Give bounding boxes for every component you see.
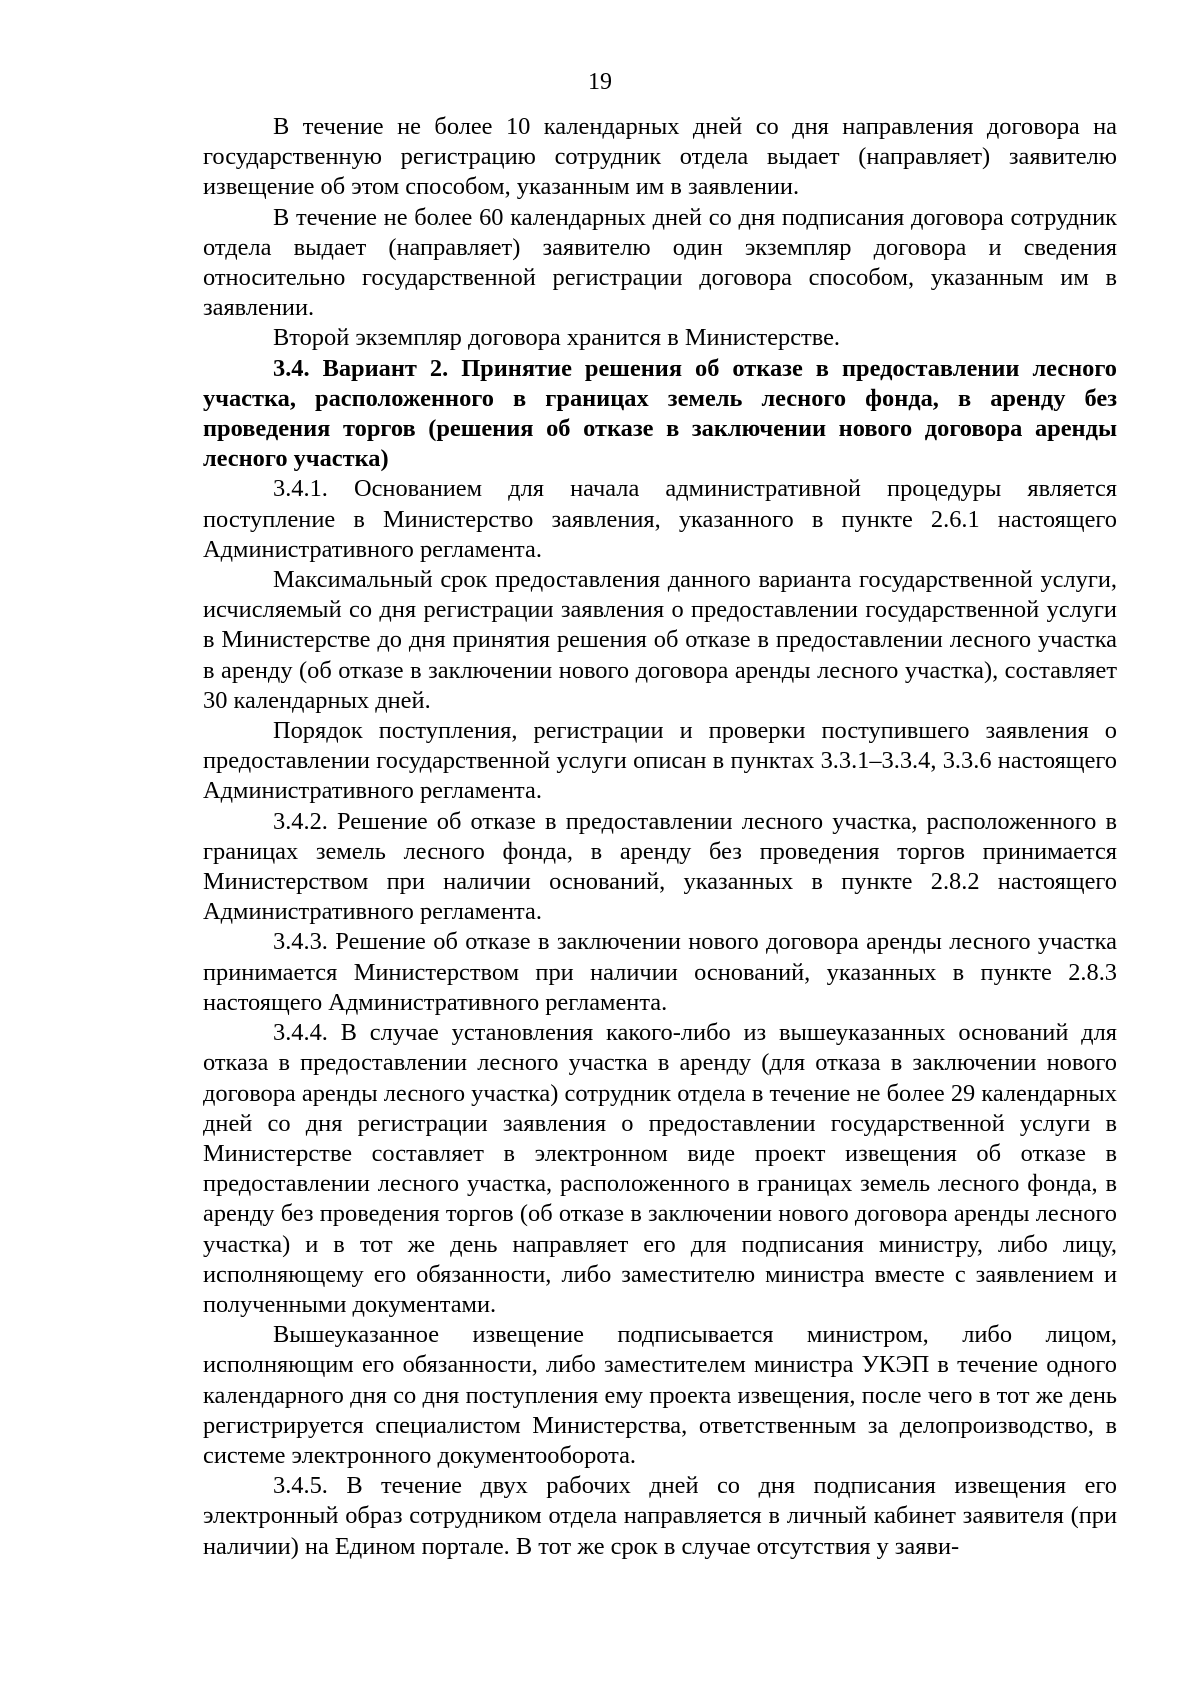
paragraph-notice-registration: В течение не более 10 календарных дней со дня направления договора на государственную регистрацию сотрудник отдела выдает (направляет) заявителю извещение об этом способом, указанным им в заявлении. [203,113,1117,201]
paragraph-notice-signing: Вышеуказанное извещение подписывается министром, либо лицом, исполняющим его обязанности, либо заместителем министра УКЭП в течение одного календарного дня со дня поступления ему проекта извещения, после чего в тот же день регистрируется специалистом Министерства, ответственным за делопроизводство, в системе электронного документооборота. [203,1321,1117,1469]
paragraph-3-4-1: 3.4.1. Основанием для начала административной процедуры является поступление в Министерство заявления, указанного в пункте 2.6.1 настоящего Административного регламента. [203,475,1117,563]
paragraph-3-4-2: 3.4.2. Решение об отказе в предоставлении лесного участка, расположенного в границах земель лесного фонда, в аренду без проведения торгов принимается Министерством при наличии оснований, указанных в пункте 2.8.2 настоящего Административного регламента. [203,807,1117,926]
paragraph-procedure: Порядок поступления, регистрации и проверки поступившего заявления о предоставлении государственной услуги описан в пунктах 3.3.1–3.3.4, 3.3.6 настоящего Административного регламента. [203,717,1117,805]
document-body [203,112,1117,1562]
page-number: 19 [588,69,612,95]
paragraph-3-4-4: 3.4.4. В случае установления какого-либо из вышеуказанных оснований для отказа в предоставлении лесного участка в аренду (для отказа в заключении нового договора аренды лесного участка) сотрудник отдела в течение не более 29 календарных дней со дня регистрации заявления о предоставлении государственной услуги в Министерстве составляет в электронном виде проект извещения об отказе в предоставлении лесного участка, расположенного в границах земель лесного фонда, в аренду без проведения торгов (об отказе в заключении нового договора аренды лесного участка) и в тот же день направляет его для подписания министру, либо лицу, исполняющему его обязанности, либо заместителю министра вместе с заявлением и полученными документами. [203,1019,1117,1318]
paragraph-3-4-5: 3.4.5. В течение двух рабочих дней со дня подписания извещения его электронный образ сотрудником отдела направляется в личный кабинет заявителя (при наличии) на Едином портале. В тот же срок в случае отсутствия у заяви- [203,1472,1117,1560]
paragraph-max-term: Максимальный срок предоставления данного варианта государственной услуги, исчисляемый со дня регистрации заявления о предоставлении государственной услуги в Министерстве до дня принятия решения об отказе в предоставлении лесного участка в аренду (об отказе в заключении нового договора аренды лесного участка), составляет 30 календарных дней. [203,566,1117,714]
paragraph-contract-copy: В течение не более 60 календарных дней со дня подписания договора сотрудник отдела выдает (направляет) заявителю один экземпляр договора и сведения относительно государственной регистрации договора способом, указанным им в заявлении. [203,203,1117,322]
paragraph-3-4-3: 3.4.3. Решение об отказе в заключении нового договора аренды лесного участка принимается Министерством при наличии оснований, указанных в пункте 2.8.3 настоящего Административного регламента. [203,928,1117,1016]
paragraph-second-copy: Второй экземпляр договора хранится в Министерстве. [273,324,840,352]
section-heading-3-4: 3.4. Вариант 2. Принятие решения об отказе в предоставлении лесного участка, расположенного в границах земель лесного фонда, в аренду без проведения торгов (решения об отказе в заключении нового договора аренды лесного участка) [203,354,1117,473]
